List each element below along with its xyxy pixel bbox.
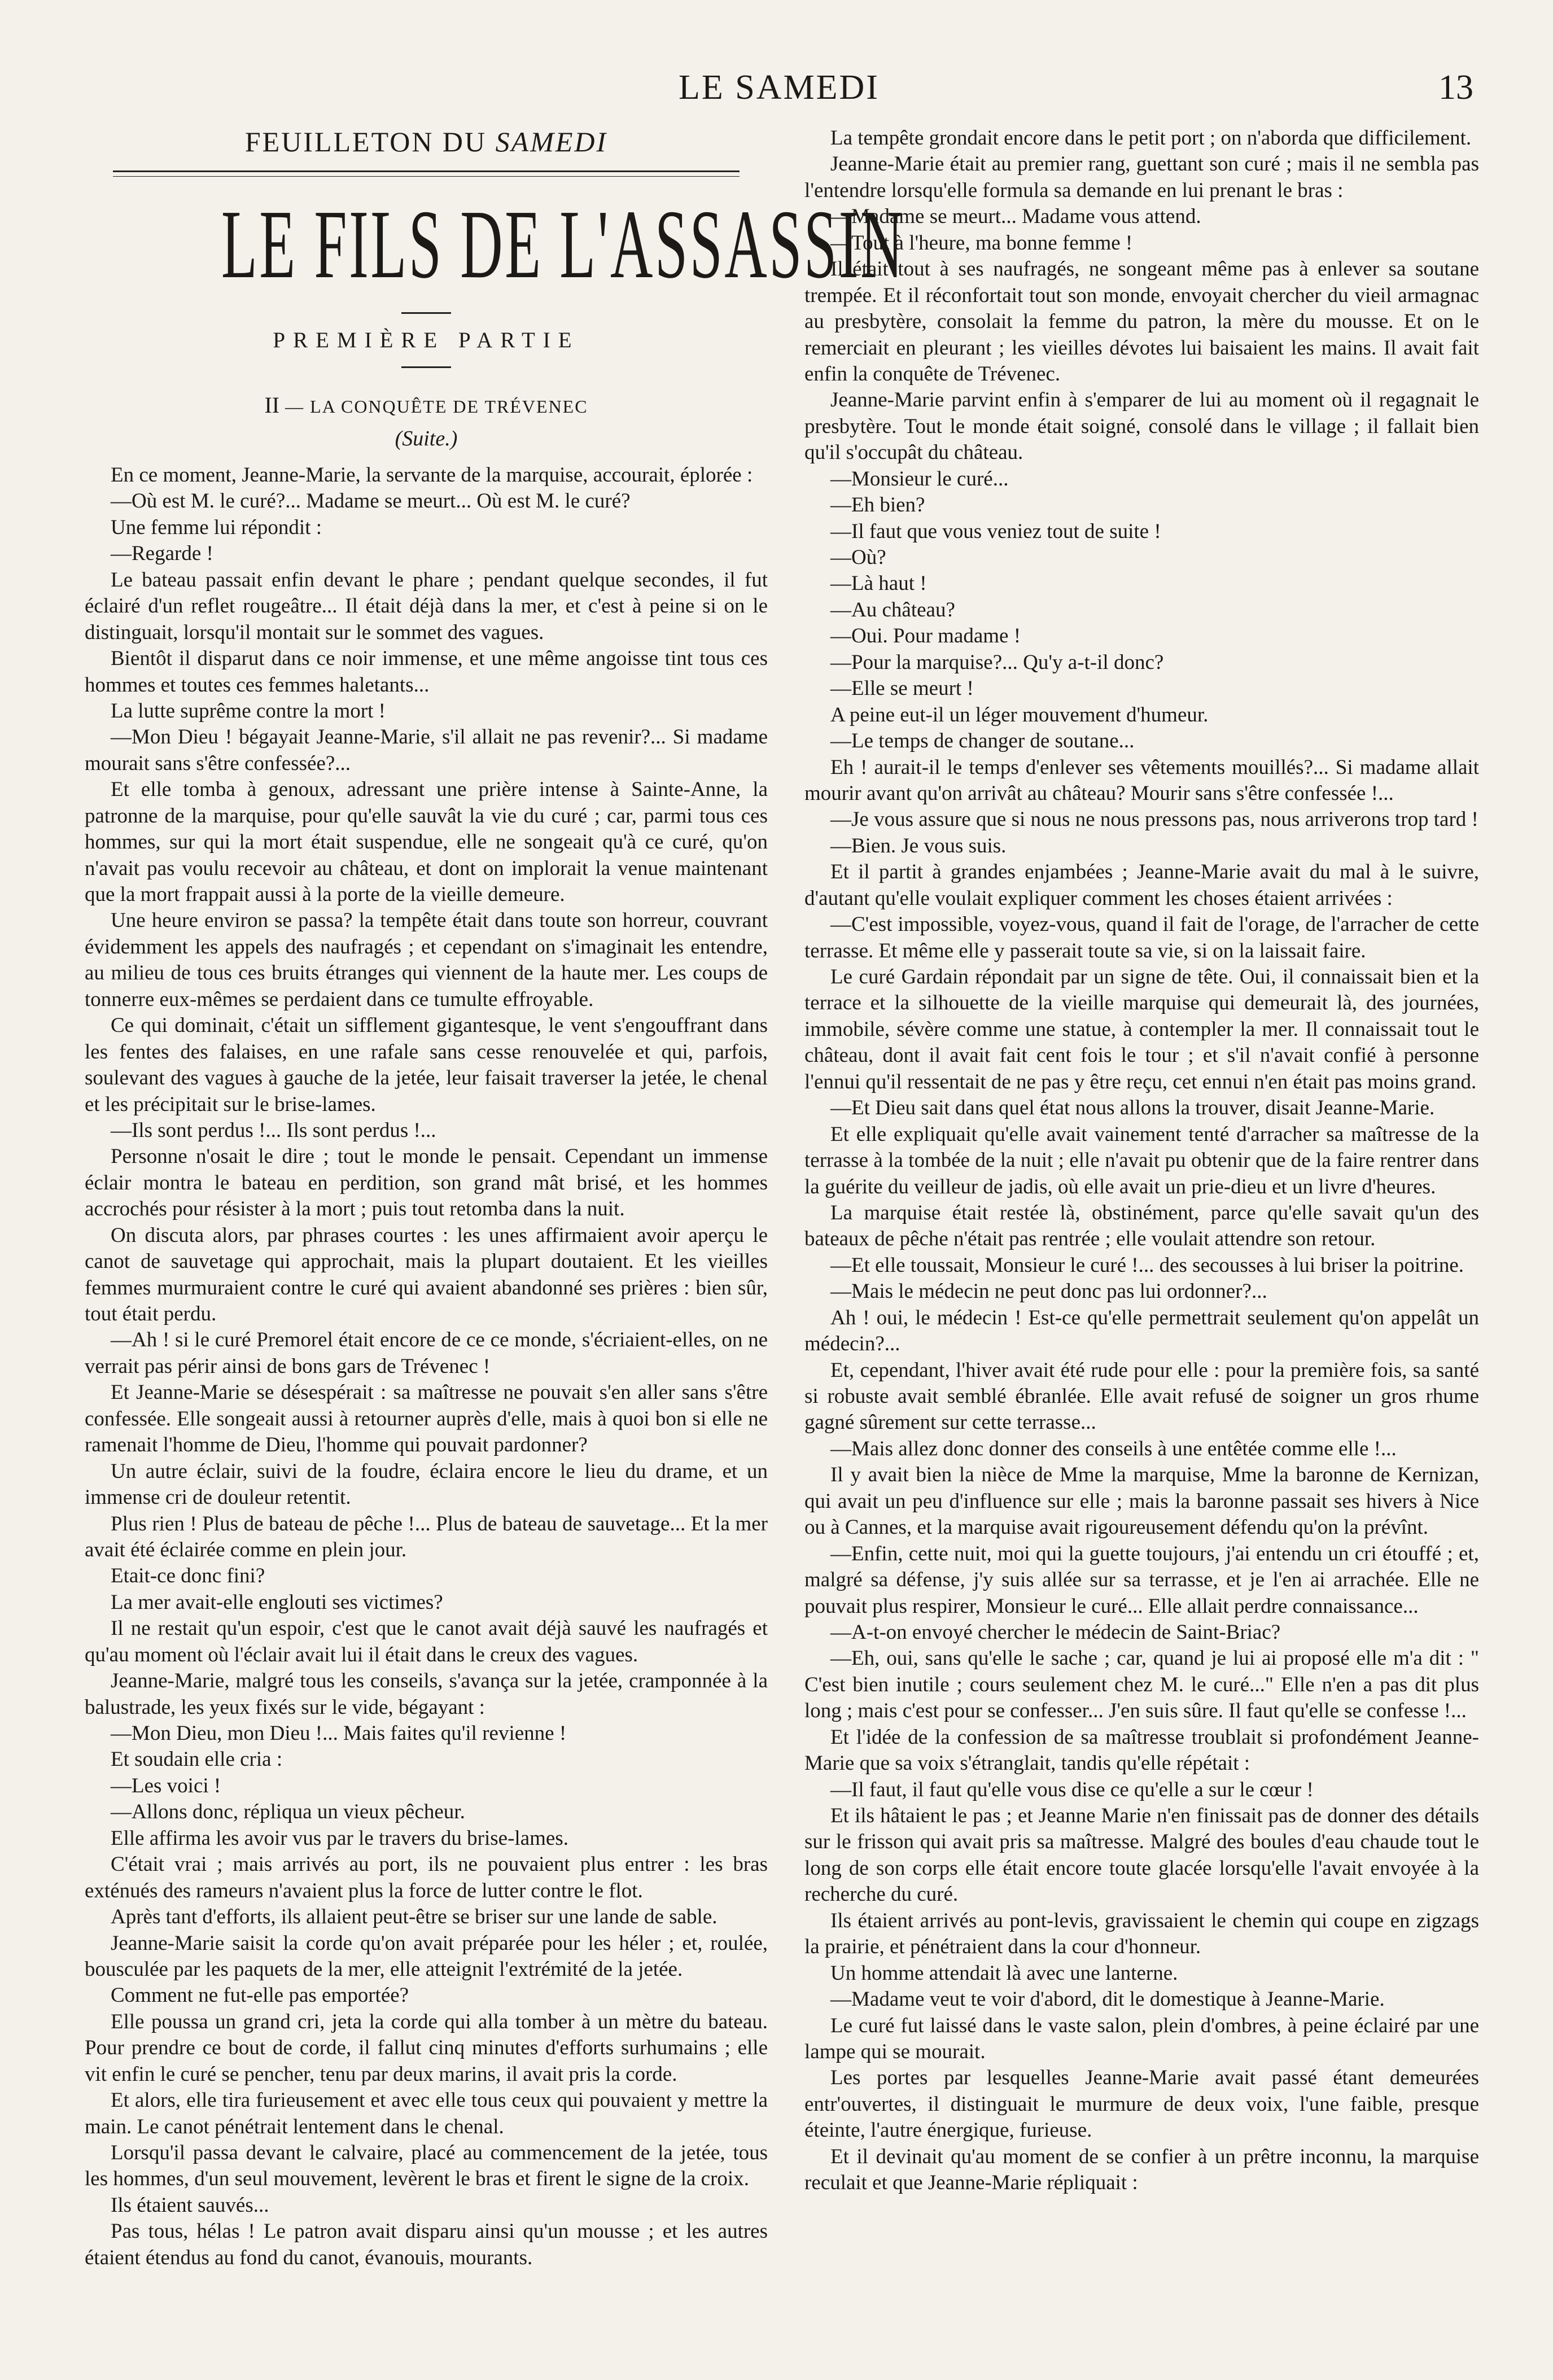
paragraph: C'était vrai ; mais arrivés au port, ils ne pouvaient plus entrer : les bras exténués des rameurs n'avaient plus la force de lutter contre le flot. <box>85 1853 768 1902</box>
paragraph: Le curé Gardain répondait par un signe de tête. Oui, il connaissait bien et la terrace et la silhouette de la vieille marquise qui demeurait là, des journées, immobile, sévère comme une statue, à contempler la mer. Il connaissait tout le château, dont il avait fait cent fois le tour ; et s'il n'avait confié à personne l'ennui qu'il ressentait de ne pas y être reçu, cet ennui n'en était pas moins grand. <box>804 965 1479 1093</box>
paragraph: —Les voici ! <box>111 1774 221 1797</box>
paragraph: Ils étaient sauvés... <box>111 2193 269 2217</box>
paragraph: —Ils sont perdus !... Ils sont perdus !... <box>111 1118 436 1142</box>
paragraph: Et elle expliquait qu'elle avait vainement tenté d'arracher sa maîtresse de la terrasse à la tombée de la nuit ; elle n'avait pu obtenir que de la faire rentrer dans la guérite du veilleur de jadis, où elle avait un prie-dieu et un livre d'heures. <box>804 1122 1479 1198</box>
paragraph: —Mais allez donc donner des conseils à une entêtée comme elle !... <box>830 1437 1397 1460</box>
paragraph: —Eh bien? <box>830 493 925 517</box>
paragraph: Plus rien ! Plus de bateau de pêche !... Plus de bateau de sauvetage... Et la mer avait été éclairée comme en plein jour. <box>85 1512 768 1561</box>
short-rule <box>401 312 451 314</box>
paragraph: —Où? <box>830 546 886 569</box>
paragraph: Jeanne-Marie saisit la corde qu'on avait préparée pour les héler ; et, roulée, bousculée par les paquets de la mer, elle atteignit l'extrémité de la jetée. <box>85 1931 768 1981</box>
paragraph: Eh ! aurait-il le temps d'enlever ses vêtements mouillés?... Si madame allait mourir avant qu'on arrivât au château? Mourir sans s'être confessée !... <box>804 755 1479 805</box>
short-rule <box>401 366 451 368</box>
chapter-number: II <box>264 392 280 418</box>
paragraph: —Allons donc, répliqua un vieux pêcheur. <box>111 1800 465 1824</box>
paragraph: La mer avait-elle englouti ses victimes? <box>111 1590 443 1614</box>
paragraph: Jeanne-Marie, malgré tous les conseils, s'avança sur la jetée, cramponnée à la balustrade, les yeux fixés sur le vide, bégayant : <box>85 1669 768 1719</box>
paragraph: En ce moment, Jeanne-Marie, la servante de la marquise, accourait, éplorée : <box>111 463 753 487</box>
paragraph: Personne n'osait le dire ; tout le monde le pensait. Cependant un immense éclair montra le bateau en perdition, son grand mât brisé, et les hommes accrochés pour résister à la mort ; puis tout retomba dans la nuit. <box>85 1145 768 1221</box>
paragraph: Et soudain elle cria : <box>111 1748 283 1771</box>
paragraph: Bientôt il disparut dans ce noir immense, et une même angoisse tint tous ces hommes et toutes ces femmes haletants... <box>85 647 768 697</box>
chapter-title: — LA CONQUÊTE DE TRÉVENEC <box>285 396 588 417</box>
paragraph: Et Jeanne-Marie se désespérait : sa maîtresse ne pouvait s'en aller sans s'être confessée. Elle songeait aussi à retourner auprès d'elle, mais à quoi bon si elle ne ramenait l'homme de Dieu, l'homme qui pouvait pardonner? <box>85 1381 768 1457</box>
paragraph: Après tant d'efforts, ils allaient peut-être se briser sur une lande de sable. <box>111 1905 718 1929</box>
paragraph: Et ils hâtaient le pas ; et Jeanne Marie n'en finissait pas de donner des détails sur le frisson qui avait pris sa maîtresse. Malgré des boules d'eau chaude tout le long de son corps elle était encore toute glacée lorsqu'elle l'avait envoyée à la recherche du curé. <box>804 1804 1479 1906</box>
paragraph: Un homme attendait là avec une lanterne. <box>830 1961 1178 1985</box>
paragraph: Il ne restait qu'un espoir, c'est que le canot avait déjà sauvé les naufragés et qu'au moment où l'éclair avait lui il était dans le creux des vagues. <box>85 1617 768 1666</box>
paragraph: Un autre éclair, suivi de la foudre, éclaira encore le lieu du drame, et un immense cri de douleur retentit. <box>85 1459 768 1510</box>
paragraph: Et il partit à grandes enjambées ; Jeanne-Marie avait du mal à le suivre, d'autant qu'elle voulait expliquer comment les choses étaient arrivées : <box>804 860 1479 910</box>
paragraph: —Monsieur le curé... <box>830 467 1009 491</box>
paragraph: —Elle se meurt ! <box>830 677 974 701</box>
left-column-text <box>85 462 768 2271</box>
paragraph: On discuta alors, par phrases courtes : les unes affirmaient avoir aperçu le canot de sauvetage qui approchait, mais la plupart doutaient. Et les vieilles femmes murmuraient contre le curé qui avaient abandonné ses prières : bien sûr, tout était perdu. <box>85 1223 768 1325</box>
newspaper-title: LE SAMEDI <box>679 68 880 107</box>
paragraph: —Mais le médecin ne peut donc pas lui ordonner?... <box>830 1280 1267 1303</box>
paragraph: —C'est impossible, voyez-vous, quand il fait de l'orage, de l'arracher de cette terrasse. Et même elle y passerait toute sa vie, si on la laissait faire. <box>804 913 1479 963</box>
feuilleton-journal: SAMEDI <box>495 126 608 158</box>
paragraph: Il était tout à ses naufragés, ne songeant même pas à enlever sa soutane trempée. Et il réconfortait tout son monde, envoyait chercher du vieil armagnac au presbytère, consolait la femme du patron, la mère du mousse. Et on le remerciait en pleurant ; les vieilles dévotes lui baisaient les mains. Il avait fait enfin la conquête de Trévenec. <box>804 257 1479 386</box>
paragraph: Une heure environ se passa? la tempête était dans toute son horreur, couvrant évidemment les appels des naufragés ; et cependant on s'imaginait les entendre, au milieu de tous ces bruits étranges qui viennent de la haute mer. Les coups de tonnerre eux-mêmes se perdaient dans ce tumulte effroyable. <box>85 909 768 1011</box>
paragraph: —Mon Dieu, mon Dieu !... Mais faites qu'il revienne ! <box>111 1722 567 1745</box>
paragraph: —Tout à l'heure, ma bonne femme ! <box>830 231 1133 255</box>
paragraph: Ils étaient arrivés au pont-levis, gravissaient le chemin qui coupe en zigzags la prairie, et pénétraient dans la cour d'honneur. <box>804 1909 1479 1959</box>
double-rule <box>113 170 740 177</box>
paragraph: —Je vous assure que si nous ne nous pressons pas, nous arriverons trop tard ! <box>830 808 1478 832</box>
suite-label: (Suite.) <box>395 427 458 450</box>
paragraph: —Eh, oui, sans qu'elle le sache ; car, quand je lui ai proposé elle m'a dit : " C'est bien inutile ; cours seulement chez M. le curé..." Elle n'en a pas dit plus long ; mais c'est pour se confesser... J'en suis sûre. Il faut qu'elle se confesse !... <box>804 1647 1479 1723</box>
paragraph: Et l'idée de la confession de sa maîtresse troublait si profondément Jeanne-Marie que sa voix s'étranglait, tandis qu'elle répétait : <box>804 1725 1479 1775</box>
paragraph: —Et elle toussait, Monsieur le curé !... des secousses à lui briser la poitrine. <box>830 1253 1464 1277</box>
paragraph: —Là haut ! <box>830 572 927 596</box>
paragraph: —Où est M. le curé?... Madame se meurt... Où est M. le curé? <box>111 489 631 513</box>
paragraph: Le bateau passait enfin devant le phare ; pendant quelque secondes, il fut éclairé d'un reflet rougeâtre... Il était déjà dans la mer, et c'est à peine si on le distinguait, lorsqu'il montait sur le sommet des vagues. <box>85 568 768 644</box>
paragraph: Etait-ce donc fini? <box>111 1564 265 1588</box>
paragraph: —Et Dieu sait dans quel état nous allons la trouver, disait Jeanne-Marie. <box>830 1096 1435 1120</box>
paragraph: Ah ! oui, le médecin ! Est-ce qu'elle permettrait seulement qu'on appelât un médecin?... <box>804 1306 1479 1356</box>
paragraph: —Madame veut te voir d'abord, dit le domestique à Jeanne-Marie. <box>830 1988 1385 2011</box>
paragraph: Et, cependant, l'hiver avait été rude pour elle : pour la première fois, sa santé si robuste avait semblé ébranlée. Elle avait refusé de soigner un gros rhume gagné sûrement sur cette terrasse... <box>804 1358 1479 1434</box>
right-column-text <box>804 125 1479 2197</box>
paragraph: —Mon Dieu ! bégayait Jeanne-Marie, s'il allait ne pas revenir?... Si madame mourait sans s'être confessée?... <box>85 725 768 775</box>
paragraph: La tempête grondait encore dans le petit port ; on n'aborda que difficilement. <box>830 126 1472 150</box>
paragraph: Le curé fut laissé dans le vaste salon, plein d'ombres, à peine éclairé par une lampe qui se mourait. <box>804 2014 1479 2063</box>
chapter-heading <box>85 392 768 418</box>
paragraph: Elle poussa un grand cri, jeta la corde qui alla tomber à un mètre du bateau. Pour prendre ce bout de corde, il fallut cinq minutes d'efforts surhumains ; elle vit enfin le curé se pencher, tenu par deux marins, il avait pris la corde. <box>85 2010 768 2086</box>
paragraph: Pas tous, hélas ! Le patron avait disparu ainsi qu'un mousse ; et les autres étaient étendus au fond du canot, évanouis, mourants. <box>85 2220 768 2269</box>
paragraph: Lorsqu'il passa devant le calvaire, placé au commencement de la jetée, tous les hommes, d'un seul mouvement, levèrent le bras et firent le signe de la croix. <box>85 2141 768 2191</box>
paragraph: —Au château? <box>830 598 955 622</box>
feuilleton-label: FEUILLETON DU <box>244 126 487 158</box>
paragraph: Les portes par lesquelles Jeanne-Marie avait passé étant demeurées entr'ouvertes, il distinguait le murmure de deux voix, l'une faible, presque éteinte, l'autre énergique, furieuse. <box>804 2066 1479 2142</box>
right-column <box>804 125 1479 2197</box>
feuilleton-heading <box>85 125 768 158</box>
paragraph: La lutte suprême contre la mort ! <box>111 699 386 723</box>
paragraph: Et alors, elle tira furieusement et avec elle tous ceux qui pouvaient y mettre la main. Le canot pénétrait lentement dans le chenal. <box>85 2089 768 2138</box>
part-heading: PREMIÈRE PARTIE <box>273 328 580 352</box>
paragraph: —Enfin, cette nuit, moi qui la guette toujours, j'ai entendu un cri étouffé ; et, malgré sa défense, j'y suis allée sur sa terrasse, et je l'en ai arrachée. Elle ne pouvait plus respirer, Monsieur le curé... Elle allait perdre connaissance... <box>804 1542 1479 1618</box>
story-title: LE FILS DE L'ASSASSIN <box>221 190 905 299</box>
paragraph: —Pour la marquise?... Qu'y a-t-il donc? <box>830 650 1164 674</box>
paragraph: Il y avait bien la nièce de Mme la marquise, Mme la baronne de Kernizan, qui avait un peu d'influence sur elle ; mais la baronne passait ses hivers à Nice ou à Cannes, et la marquise avait rigoureusement défendu qu'on la prévînt. <box>804 1463 1479 1539</box>
paragraph: —Oui. Pour madame ! <box>830 624 1021 648</box>
paragraph: —Il faut que vous veniez tout de suite ! <box>830 519 1161 543</box>
running-header <box>85 68 1473 107</box>
paragraph: Une femme lui répondit : <box>111 515 322 539</box>
paragraph: —Bien. Je vous suis. <box>830 834 1007 858</box>
paragraph: Elle affirma les avoir vus par le travers du brise-lames. <box>111 1826 568 1850</box>
paragraph: A peine eut-il un léger mouvement d'humeur. <box>830 703 1209 727</box>
page-number: 13 <box>1438 68 1473 107</box>
paragraph: —A-t-on envoyé chercher le médecin de Saint-Briac? <box>830 1620 1281 1644</box>
paragraph: —Regarde ! <box>111 542 213 566</box>
paragraph: Jeanne-Marie parvint enfin à s'emparer de lui au moment où il regagnait le presbytère. Tout le monde était soigné, consolé dans le village ; il fallait bien qu'il s'occupât du château. <box>804 388 1479 465</box>
paragraph: Comment ne fut-elle pas emportée? <box>111 1984 409 2007</box>
paragraph: Et elle tomba à genoux, adressant une prière intense à Sainte-Anne, la patronne de la marquise, pour qu'elle sauvât la vie du curé ; car, parmi tous ces hommes, sur qui la mort était suspendue, elle ne songeait qu'à ce curé, qu'on n'avait pas voulu recevoir au château, et dont on implorait la venue maintenant que la mort frappait aussi à la porte de la vieille demeure. <box>85 778 768 906</box>
paragraph: —Le temps de changer de soutane... <box>830 729 1135 753</box>
paragraph: —Madame se meurt... Madame vous attend. <box>830 205 1201 229</box>
paragraph: Jeanne-Marie était au premier rang, guettant son curé ; mais il ne sembla pas l'entendre lorsqu'elle formula sa demande en lui prenant le bras : <box>804 152 1479 202</box>
paragraph: Et il devinait qu'au moment de se confier à un prêtre inconnu, la marquise reculait et que Jeanne-Marie répliquait : <box>804 2145 1479 2195</box>
paragraph: —Ah ! si le curé Premorel était encore de ce ce monde, s'écriaient-elles, on ne verrait pas périr ainsi de bons gars de Trévenec ! <box>85 1328 768 1378</box>
paragraph: Ce qui dominait, c'était un sifflement gigantesque, le vent s'engouffrant dans les fentes des falaises, en une rafale sans cesse renouvelée et qui, parfois, soulevant des vagues à gauche de la jetée, leur faisait traverser la jetée, le chenal et les précipitait sur le brise-lames. <box>85 1014 768 1116</box>
paragraph: —Il faut, il faut qu'elle vous dise ce qu'elle a sur le cœur ! <box>830 1778 1314 1801</box>
paragraph: La marquise était restée là, obstinément, parce qu'elle savait qu'un des bateaux de pêche n'était pas rentrée ; elle voulait attendre son retour. <box>804 1201 1479 1251</box>
